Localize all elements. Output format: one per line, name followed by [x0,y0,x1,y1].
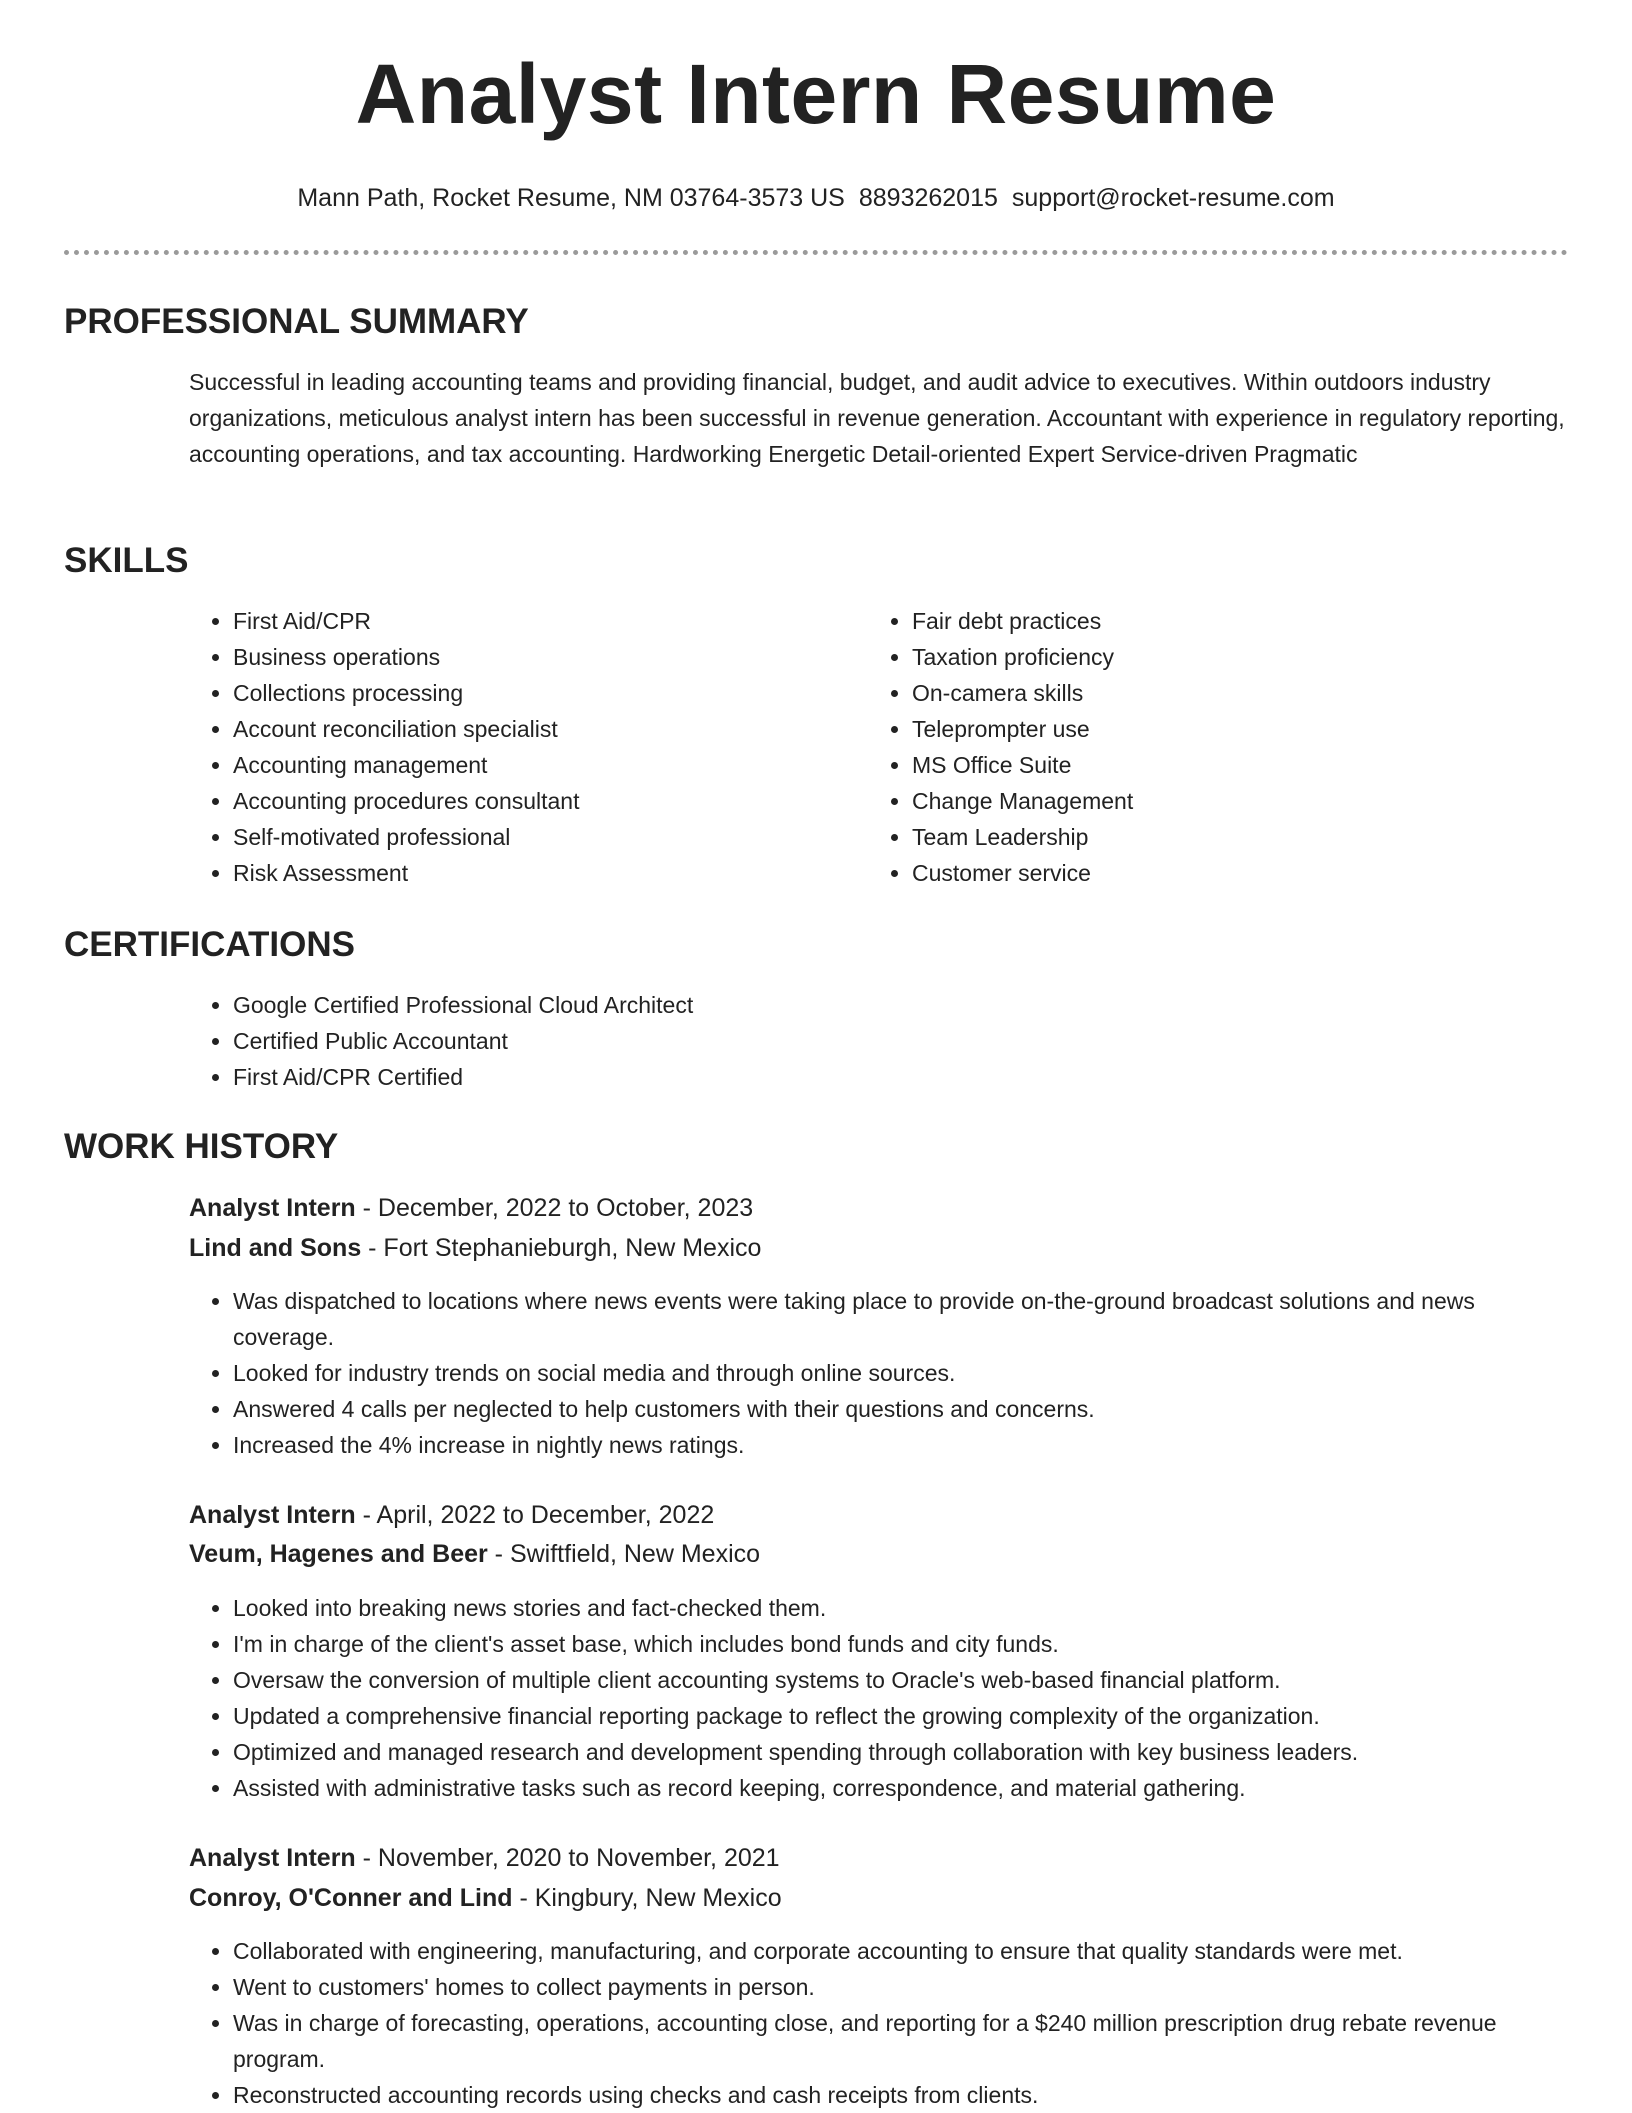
list-item: • Risk Assessment [233,855,853,891]
job-1-company-line [189,1233,761,1263]
list-item: • Updated a comprehensive financial reporting package to reflect the growing complexity of the organization. [233,1698,1573,1734]
job-title: Analyst Intern [189,1194,356,1222]
job-1-title-line [189,1193,753,1223]
job-dates: - April, 2022 to December, 2022 [355,1501,715,1529]
job-2-title-line [189,1500,714,1530]
job-location: - Kingbury, New Mexico [512,1884,782,1912]
skills-heading: SKILLS [64,541,189,580]
contact-line [0,183,1632,213]
list-item: • Teleprompter use [912,711,1532,747]
list-item: • Oversaw the conversion of multiple client accounting systems to Oracle's web-based financial platform. [233,1662,1573,1698]
certifications-heading: CERTIFICATIONS [64,925,356,964]
resume-title: Analyst Intern Resume [355,47,1277,141]
job-dates: - November, 2020 to November, 2021 [355,1844,780,1872]
job-3-title-line [189,1843,780,1873]
list-item: • Certified Public Accountant [233,1023,1533,1059]
list-item: • Looked for industry trends on social media and through online sources. [233,1355,1573,1391]
list-item: • Optimized and managed research and development spending through collaboration with key business leaders. [233,1734,1573,1770]
list-item: • First Aid/CPR Certified [233,1059,1533,1095]
summary-heading: PROFESSIONAL SUMMARY [64,302,529,341]
job-location: - Fort Stephanieburgh, New Mexico [361,1234,762,1262]
contact-email[interactable]: support@rocket-resume.com [1011,184,1335,212]
list-item: • On-camera skills [912,675,1532,711]
list-item: • Assisted with administrative tasks such as record keeping, correspondence, and material gathering. [233,1770,1573,1806]
list-item: • Account reconciliation specialist [233,711,853,747]
list-item: • Went to customers' homes to collect payments in person. [233,1969,1573,2005]
list-item: • I'm in charge of the client's asset base, which includes bond funds and city funds. [233,1626,1573,1662]
list-item: • Accounting procedures consultant [233,783,853,819]
contact-phone: 8893262015 [858,184,998,212]
job-2-company-line [189,1539,760,1569]
list-item: • Was dispatched to locations where news events were taking place to provide on-the-ground broadcast solutions and news coverage. [233,1283,1573,1355]
list-item: • Accounting management [233,747,853,783]
header-divider [64,250,1568,255]
list-item: • First Aid/CPR [233,603,853,639]
job-2-bullets [189,1590,1573,1806]
list-item: • Business operations [233,639,853,675]
work-history-heading: WORK HISTORY [64,1127,339,1166]
contact-address: Mann Path, Rocket Resume, NM 03764-3573 US [297,184,845,212]
job-1-bullets [189,1283,1573,1463]
job-company: Conroy, O'Conner and Lind [189,1884,513,1912]
summary-text: Successful in leading accounting teams and providing financial, budget, and audit advice to executives. Within outdoors industry organizations, meticulous analyst intern has been successful in revenue generation. Accountant with experience in regulatory reporting, accounting operations, and tax accounting. Hardworking Energetic Detail-oriented Expert Service-driven Pragmatic [189,369,1565,467]
list-item: • Fair debt practices [912,603,1532,639]
list-item: • Customer service [912,855,1532,891]
job-title: Analyst Intern [189,1501,356,1529]
job-dates: - December, 2022 to October, 2023 [355,1194,754,1222]
job-3-bullets [189,1933,1573,2113]
skills-list-right [868,603,1532,891]
list-item: • Was in charge of forecasting, operations, accounting close, and reporting for a $240 million prescription drug rebate revenue program. [233,2005,1573,2077]
job-location: - Swiftfield, New Mexico [487,1540,761,1568]
list-item: • Looked into breaking news stories and fact-checked them. [233,1590,1573,1626]
list-item: • Change Management [912,783,1532,819]
list-item: • Answered 4 calls per neglected to help customers with their questions and concerns. [233,1391,1573,1427]
job-3-company-line [189,1883,782,1913]
list-item: • Google Certified Professional Cloud Architect [233,987,1533,1023]
list-item: • Collaborated with engineering, manufacturing, and corporate accounting to ensure that quality standards were met. [233,1933,1573,1969]
list-item: • Collections processing [233,675,853,711]
list-item: • Increased the 4% increase in nightly news ratings. [233,1427,1573,1463]
list-item: • Taxation proficiency [912,639,1532,675]
certifications-list [189,987,1533,1095]
list-item: • Reconstructed accounting records using checks and cash receipts from clients. [233,2077,1573,2113]
list-item: • Team Leadership [912,819,1532,855]
skills-list-left [189,603,853,891]
job-company: Lind and Sons [189,1234,362,1262]
job-title: Analyst Intern [189,1844,356,1872]
job-company: Veum, Hagenes and Beer [189,1540,488,1568]
list-item: • MS Office Suite [912,747,1532,783]
list-item: • Self-motivated professional [233,819,853,855]
